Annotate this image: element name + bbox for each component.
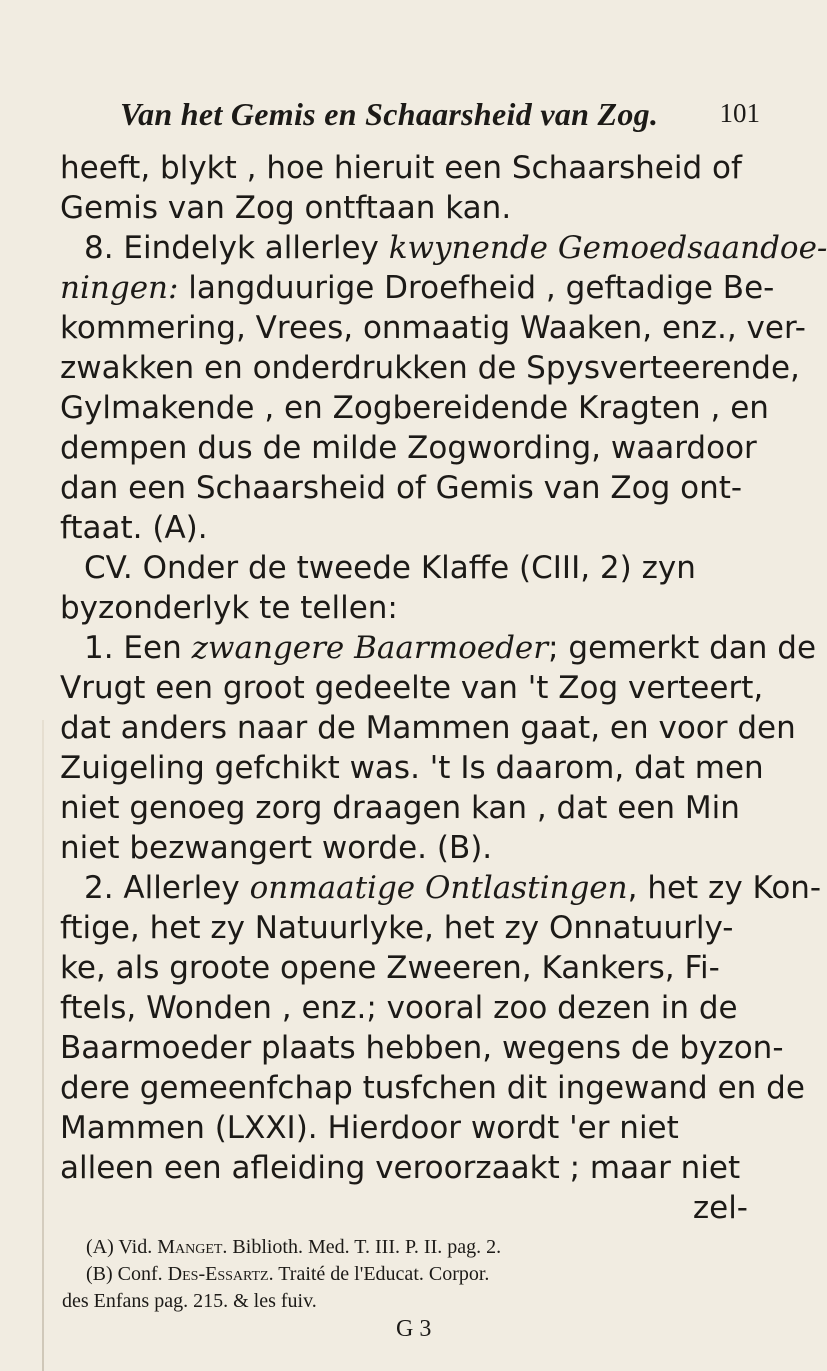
item-2-number: 2. Allerley [84,870,250,906]
text-run: langduurige Droefheid , geftadige Be- [178,270,775,306]
footnote-text: Biblioth. Med. T. III. P. II. pag. 2. [227,1236,502,1258]
text-line: dat anders naar de Mammen gaat, en voor den [60,710,796,746]
footnote-b [62,1261,762,1288]
paragraph-8-number: 8. Eindelyk allerley [84,230,389,266]
text-line: niet bezwangert worde. (B). [60,830,493,866]
text-line: ftaat. (A). [60,510,208,546]
footnote-b-continuation: des Enfans pag. 215. & les fuiv. [62,1290,317,1312]
body-text [60,148,827,1228]
text-line: Gylmakende , en Zogbereidende Kragten , en [60,390,769,426]
section-cv-heading-line: CV. Onder de tweede Klaffe (CIII, 2) zyn [84,550,696,586]
text-line: Gemis van Zog ontftaan kan. [60,190,512,226]
text-line [60,868,822,908]
text-line: ftige, het zy Natuurlyke, het zy Onnatuurly- [60,910,734,946]
italic-term: kwynende Gemoedsaandoe- [388,230,827,266]
text-line: Vrugt een groot gedeelte van 't Zog verteert, [60,670,764,706]
footnote-text: Traité de l'Educat. Corpor. [273,1263,490,1285]
text-line: zwakken en onderdrukken de Spysverteerende, [60,350,800,386]
footnote-a [62,1234,762,1261]
page-header [0,96,800,136]
text-line: ftels, Wonden , enz.; vooral zoo dezen in de [60,990,738,1026]
text-line: dan een Schaarsheid of Gemis van Zog ont- [60,470,743,506]
text-line [60,228,827,268]
text-line: Mammen (LXXI). Hierdoor wordt 'er niet [60,1110,679,1146]
footnotes [62,1234,762,1315]
italic-term: ningen: [60,270,179,306]
text-line: Baarmoeder plaats hebben, wegens de byzon- [60,1030,784,1066]
page-edge-shadow [42,720,44,1371]
italic-term: onmaatige Ontlastingen [249,870,628,906]
author-name: Des-Essartz. [167,1263,274,1285]
page-number: 101 [719,98,760,128]
text-run: ; gemerkt dan de [548,630,817,666]
text-line: heeft, blykt , hoe hieruit een Schaarsheid of [60,150,742,186]
italic-term: zwangere Baarmoeder [191,630,549,666]
text-line: dempen dus de milde Zogwording, waardoor [60,430,757,466]
text-line: byzonderlyk te tellen: [60,590,398,626]
text-run: , het zy Kon- [627,870,822,906]
footnote-text: (B) Conf. [86,1263,168,1285]
text-line: kommering, Vrees, onmaatig Waaken, enz., ver- [60,310,806,346]
text-line: niet genoeg zorg draagen kan , dat een Min [60,790,740,826]
text-line [60,628,817,668]
text-line: ke, als groote opene Zweeren, Kankers, Fi- [60,950,720,986]
text-line: alleen een afleiding veroorzaakt ; maar niet [60,1150,741,1186]
text-line [60,268,775,308]
item-1-number: 1. Een [84,630,192,666]
footnote-text: (A) Vid. [86,1236,158,1258]
author-name: Manget. [157,1236,228,1258]
catchword: zel- [692,1190,748,1226]
text-line: dere gemeenfchap tusfchen dit ingewand en de [60,1070,805,1106]
running-head: Van het Gemis en Schaarsheid van Zog. [120,96,659,132]
text-line: Zuigeling gefchikt was. 't Is daarom, dat men [60,750,764,786]
signature-mark: G 3 [396,1316,432,1342]
